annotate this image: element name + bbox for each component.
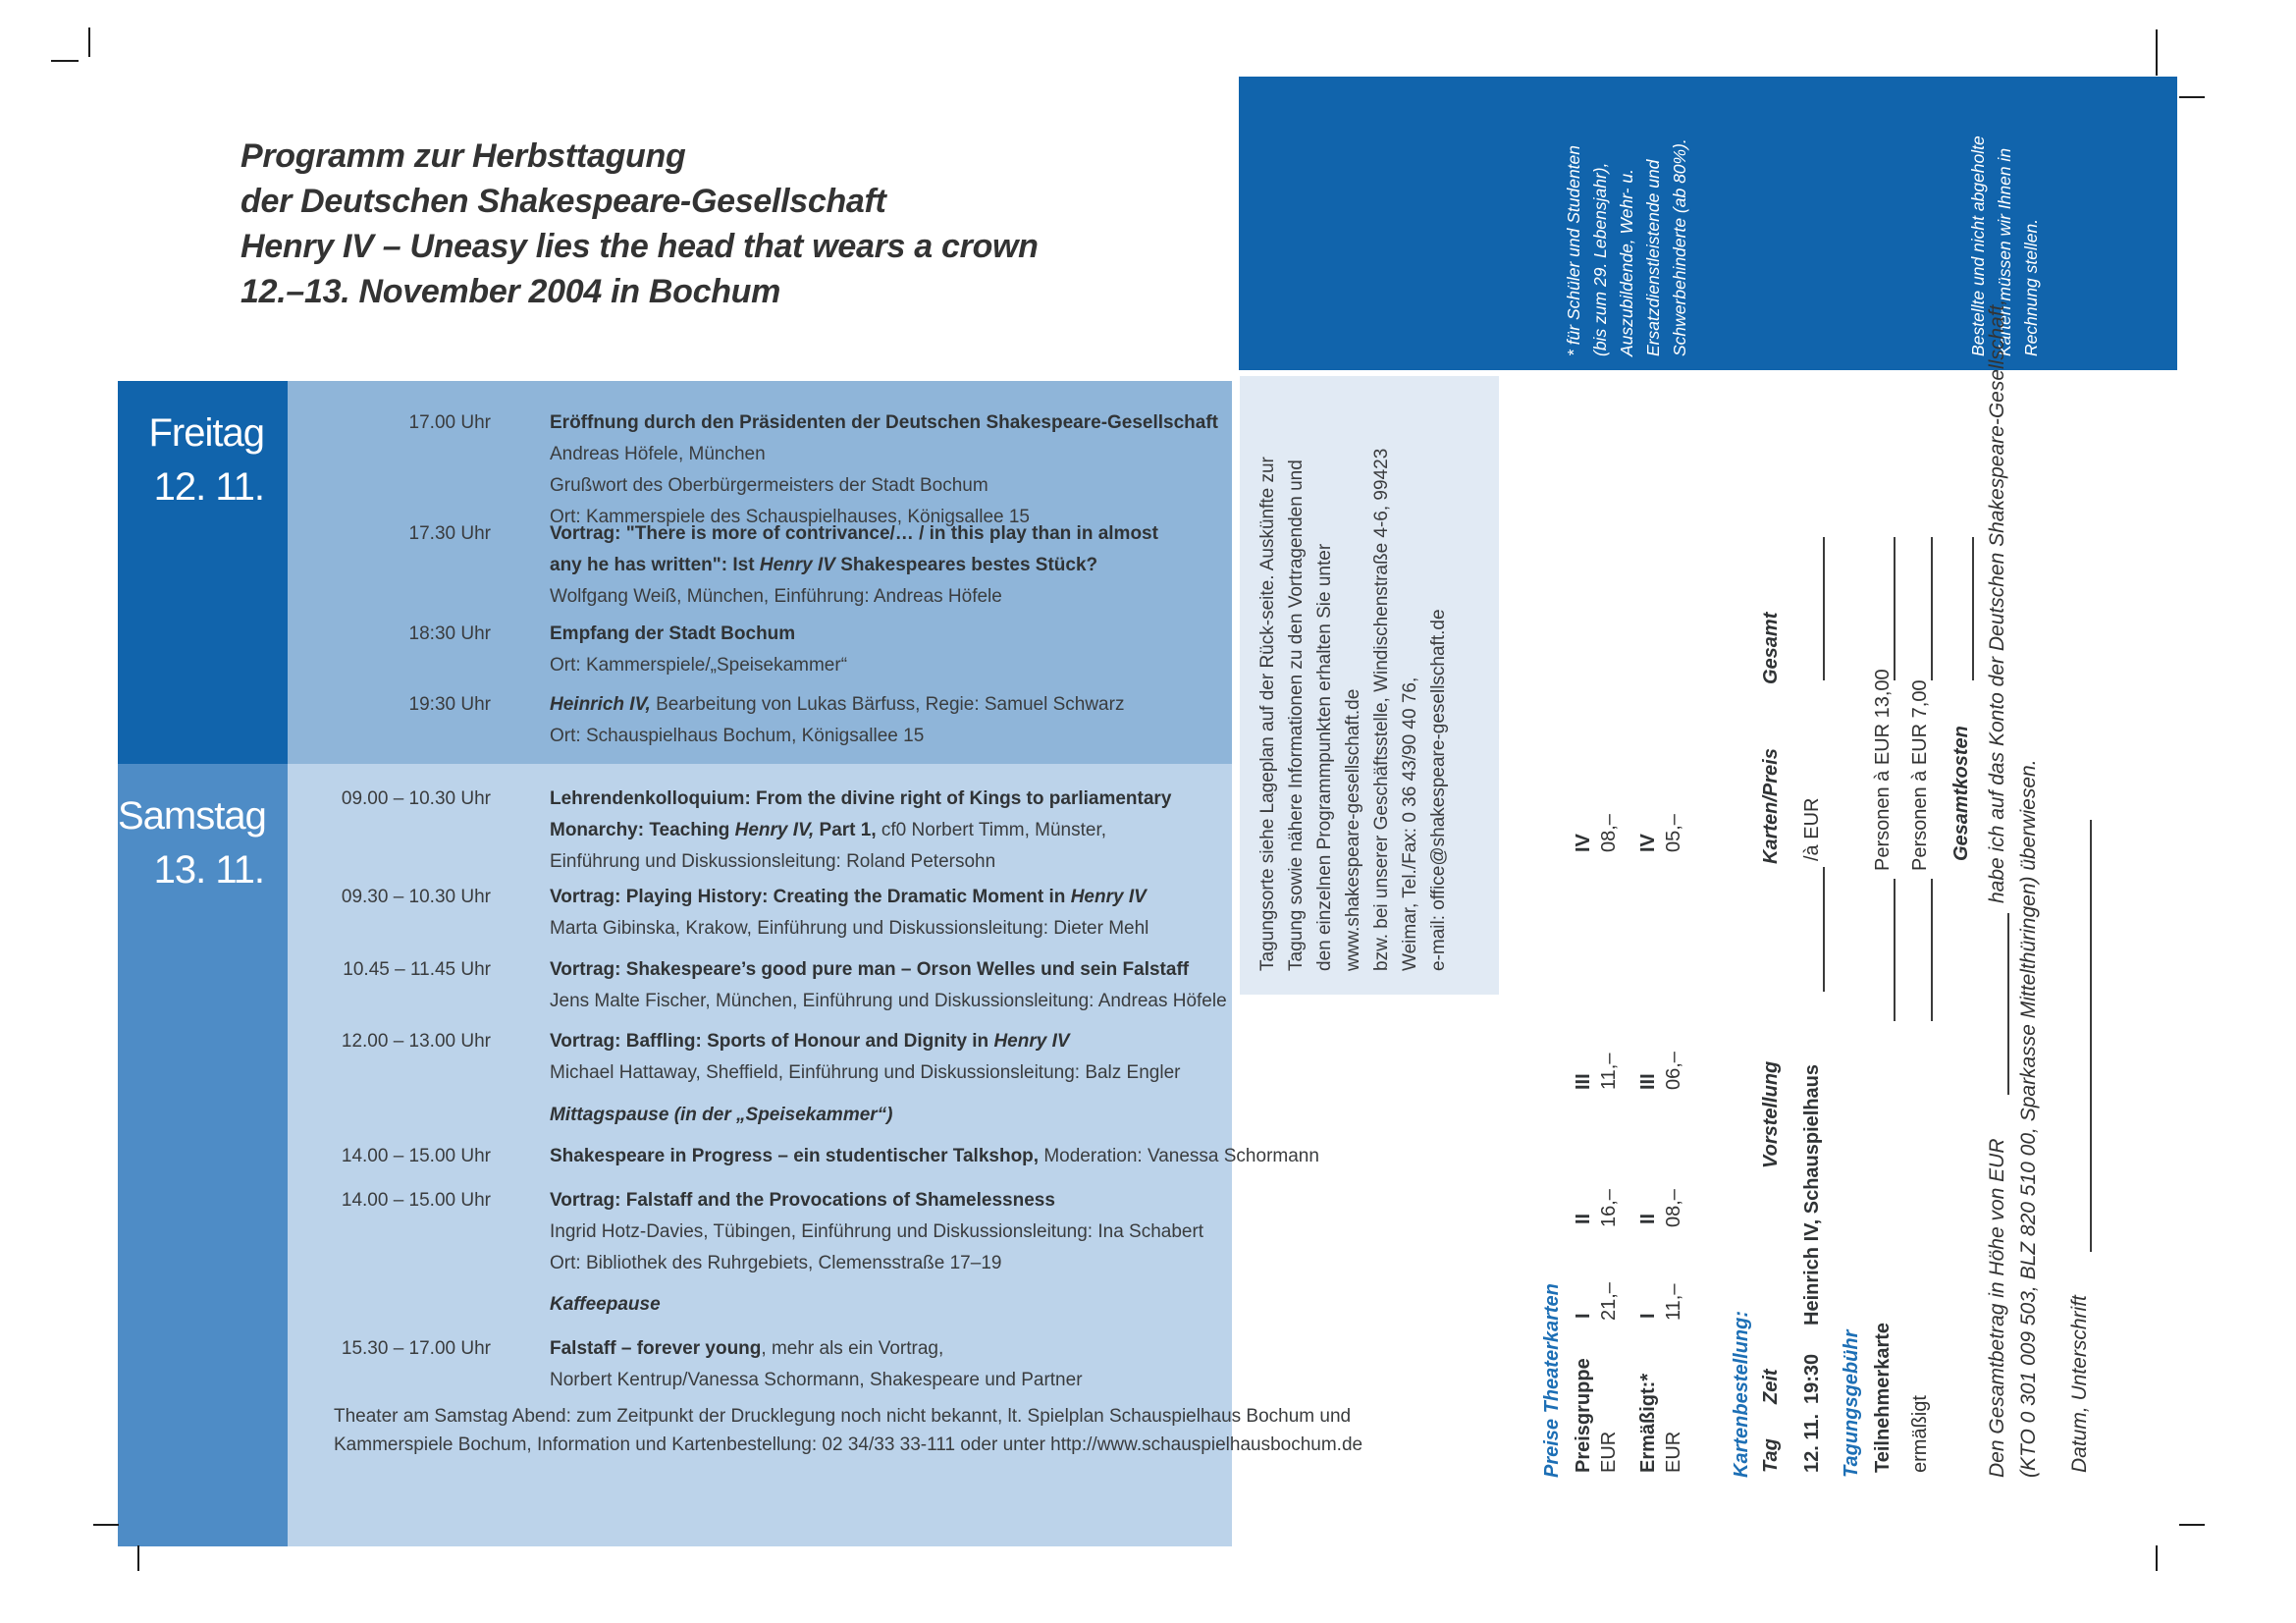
reduced-price-row — [1663, 349, 1690, 1488]
day-name: Samstag — [118, 794, 266, 838]
event-line — [550, 550, 1232, 581]
text-run: Bearbeitung von Lukas Bärfuss, Regie: Samuel Schwarz — [650, 694, 1125, 715]
event-line — [550, 1217, 1232, 1248]
price-group-row — [1573, 349, 1600, 1488]
text-run: Moderation: Vanessa Schormann — [1039, 1146, 1319, 1166]
text-run: Einführung und Diskussionsleitung: Roland Petersohn — [550, 851, 996, 872]
text-run: Empfang der Stadt Bochum — [550, 623, 796, 644]
text-run: Ort: Schauspielhaus Bochum, Königsallee 15 — [550, 726, 925, 746]
fee-row-1 — [1872, 349, 1899, 1488]
crop-mark — [93, 1524, 119, 1526]
event-line — [550, 1100, 1232, 1131]
total-fill-in-line — [1909, 537, 1933, 680]
payment-line-1 — [1986, 298, 2013, 1488]
event-time: 19:30 Uhr — [408, 694, 491, 715]
price-i: 11,– — [1663, 1283, 1684, 1321]
group-i: I — [1573, 1313, 1594, 1319]
event-line — [550, 407, 1232, 439]
event-line — [550, 581, 1232, 613]
event-line — [550, 1289, 1232, 1321]
event-description — [550, 1185, 1232, 1279]
event-line — [550, 1057, 1232, 1089]
order-values-row — [1801, 349, 1829, 1488]
group-iv: IV — [1637, 834, 1659, 852]
text-line: 12.–13. November 2004 in Bochum — [240, 273, 781, 310]
theater-evening-note — [334, 1402, 1363, 1459]
val-karten-mid: /à EUR — [1801, 797, 1823, 861]
text-run: Mittagspause (in der „Speisekammer“) — [550, 1105, 893, 1125]
val-zeit: 19:30 — [1801, 1353, 1823, 1404]
text-line: den einzelnen Programmpunkten erhalten Sie unter — [1314, 543, 1335, 971]
price-ii: 16,– — [1598, 1189, 1620, 1227]
event-line — [550, 619, 1232, 650]
event-line — [550, 1026, 1232, 1057]
reduced-group-row — [1637, 349, 1665, 1488]
text-run: Michael Hattaway, Sheffield, Einführung und Diskussionsleitung: Balz Engler — [550, 1062, 1181, 1083]
text-run: Heinrich IV, — [550, 694, 651, 715]
event-line — [550, 1141, 1319, 1172]
persons-fill-in-line — [1909, 879, 1933, 1021]
event-description — [550, 1333, 1232, 1396]
text-run: Andreas Höfele, München — [550, 444, 766, 464]
crop-mark — [2179, 1524, 2205, 1526]
event-time: 12.00 – 13.00 Uhr — [341, 1031, 491, 1052]
event-time: 15.30 – 17.00 Uhr — [341, 1338, 491, 1359]
discount-note-text — [1561, 77, 1698, 370]
program-title — [240, 134, 1039, 314]
prices-heading-line — [1541, 349, 1569, 1488]
text-line: Henry IV – Uneasy lies the head that wears a crown — [240, 228, 1039, 265]
text-run: Grußwort des Oberbürgermeisters der Stadt Bochum — [550, 475, 988, 496]
total-cost-row — [1950, 349, 1978, 1488]
event-line — [550, 882, 1232, 913]
text-run: Wolfgang Weiß, München, Einführung: Andreas Höfele — [550, 586, 1002, 607]
crop-mark — [88, 27, 90, 57]
group-iv: IV — [1573, 834, 1594, 852]
event-description — [550, 882, 1232, 945]
text-run: Ort: Kammerspiele des Schauspielhauses, Königsallee 15 — [550, 507, 1030, 527]
order-columns-row — [1760, 349, 1788, 1488]
text-line: bzw. bei unserer Geschäftsstelle, Windischenstraße 4-6, 99423 — [1371, 448, 1392, 971]
persons-fill-in-line — [1872, 879, 1896, 1021]
text-line: * für Schüler und Studenten — [1564, 144, 1583, 356]
text-run: Henry IV — [1070, 887, 1147, 907]
fee-row1-label: Teilnehmerkarte — [1872, 1322, 1894, 1473]
text-line: Schwerbehinderte (ab 80%). — [1670, 138, 1689, 356]
day-name: Freitag — [148, 411, 264, 455]
group-iii: III — [1637, 1073, 1659, 1090]
price-full-row — [1598, 349, 1626, 1488]
ticket-order-form — [1517, 298, 2106, 1488]
group-ii: II — [1637, 1213, 1659, 1224]
event-line — [550, 784, 1232, 815]
text-run: Ort: Bibliothek des Ruhrgebiets, Clemensstraße 17–19 — [550, 1253, 1002, 1273]
text-run: Norbert Kentrup/Vanessa Schormann, Shakespeare und Partner — [550, 1370, 1083, 1390]
fee-heading: Tagungsgebühr — [1841, 1329, 1862, 1478]
event-description — [550, 1289, 1232, 1321]
col-karten-preis: Karten/Preis — [1760, 748, 1782, 864]
text-run: Part 1, — [814, 820, 877, 840]
text-run: Vortrag: Playing History: Creating the Dramatic Moment in — [550, 887, 1071, 907]
event-time: 09.00 – 10.30 Uhr — [341, 788, 491, 809]
bank-details: (KTO 0 301 009 503, BLZ 820 510 00, Sparkasse Mittelthüringen) überwiesen. — [2017, 759, 2040, 1478]
total-cost-label: Gesamtkosten — [1950, 726, 1972, 861]
text-run: Vortrag: Baffling: Sports of Honour and Dignity in — [550, 1031, 994, 1052]
signature-fill-in-line — [2068, 820, 2092, 1252]
text-line: e-mail: office@shakespeare-gesellschaft.de — [1428, 609, 1449, 971]
order-heading-line — [1731, 349, 1758, 1488]
price-iii: 11,– — [1598, 1053, 1620, 1090]
event-line — [550, 913, 1232, 945]
text-line: der Deutschen Shakespeare-Gesellschaft — [240, 183, 886, 220]
crop-mark — [2156, 29, 2158, 76]
payment-text-a: Den Gesamtbetrag in Höhe von EUR — [1986, 1138, 2008, 1478]
text-line: Kammerspiele Bochum, Information und Kartenbestellung: 02 34/33 33-111 oder unter http://www.schauspielhausbochum.de — [334, 1434, 1363, 1455]
text-line: Tagung sowie nähere Informationen zu den Vortragenden und — [1286, 460, 1307, 971]
text-run: Ort: Kammerspiele/„Speisekammer“ — [550, 655, 848, 676]
col-gesamt: Gesamt — [1760, 612, 1782, 684]
currency-label: EUR — [1663, 1431, 1684, 1473]
text-run: Vortrag: Shakespeare’s good pure man – Orson Welles und sein Falstaff — [550, 959, 1190, 980]
ticket-count-fill-in-line — [1801, 867, 1825, 992]
text-run: Vortrag: "There is more of contrivance/… / in this play than in almost — [550, 523, 1158, 544]
event-line — [550, 815, 1232, 846]
text-line: Rechnung stellen. — [2021, 218, 2041, 356]
text-line: Programm zur Herbsttagung — [240, 137, 686, 175]
text-line: Tagungsorte siehe Lageplan auf der Rück-seite. Auskünfte zur — [1257, 457, 1278, 971]
event-line — [550, 650, 1232, 681]
val-vorstellung: Heinrich IV, Schauspielhaus — [1801, 1063, 1823, 1325]
event-description — [550, 689, 1232, 752]
signature-row — [2068, 349, 2096, 1488]
text-run: any he has written": Ist — [550, 555, 760, 575]
price-iii: 06,– — [1663, 1052, 1684, 1090]
event-line — [550, 439, 1232, 470]
conference-info-text — [1240, 376, 1499, 995]
total-fill-in-line — [1872, 537, 1896, 680]
fee-row2-label: ermäßigt — [1909, 1395, 1931, 1473]
conference-info-box — [1240, 376, 1499, 995]
event-time: 14.00 – 15.00 Uhr — [341, 1190, 491, 1211]
price-ii: 08,– — [1663, 1189, 1684, 1227]
event-time: 14.00 – 15.00 Uhr — [341, 1146, 491, 1166]
text-line: Ersatzdienstleistende und — [1643, 159, 1663, 356]
amount-fill-in-line — [1986, 913, 2009, 1095]
crop-mark — [2179, 96, 2205, 98]
event-description — [550, 1026, 1232, 1089]
val-tag: 12. 11. — [1801, 1413, 1823, 1473]
event-description — [550, 784, 1232, 878]
text-line: Bestellte und nicht abgeholte — [1968, 135, 1988, 356]
prices-heading: Preise Theaterkarten — [1541, 1283, 1563, 1478]
currency-label: EUR — [1598, 1431, 1620, 1473]
text-line: Theater am Samstag Abend: zum Zeitpunkt der Drucklegung noch nicht bekannt, lt. Spielplan Schauspielhaus Bochum und — [334, 1406, 1352, 1427]
text-run: Jens Malte Fischer, München, Einführung und Diskussionsleitung: Andreas Höfele — [550, 991, 1227, 1011]
price-iv: 05,– — [1663, 814, 1684, 852]
text-run: Shakespeares bestes Stück? — [834, 555, 1098, 575]
event-line — [550, 846, 1232, 878]
event-description — [550, 954, 1232, 1017]
event-line — [550, 470, 1232, 502]
text-line: Weimar, Tel./Fax: 0 36 43/90 40 76, — [1400, 676, 1420, 971]
crop-mark — [137, 1545, 139, 1571]
text-run: Marta Gibinska, Krakow, Einführung und Diskussionsleitung: Dieter Mehl — [550, 918, 1149, 939]
fee-heading-line — [1841, 349, 1868, 1488]
price-fill-in-line — [1801, 537, 1825, 680]
event-description — [550, 407, 1232, 533]
day-label-friday — [118, 381, 288, 764]
text-run: cf0 Norbert Timm, Münster, — [876, 820, 1107, 840]
top-blue-bar — [1239, 77, 2177, 370]
day-label-saturday — [118, 764, 288, 1546]
fee-row2-text: Personen à EUR 7,00 — [1909, 679, 1931, 871]
event-description — [550, 619, 1232, 681]
group-iii: III — [1573, 1073, 1594, 1090]
text-line: (bis zum 29. Lebensjahr), — [1590, 162, 1610, 356]
text-run: Henry IV, — [734, 820, 815, 840]
text-run: Kaffeepause — [550, 1294, 661, 1315]
day-date: 13. 11. — [153, 848, 264, 892]
event-line — [550, 1365, 1232, 1396]
signature-label: Datum, Unterschrift — [2068, 1295, 2091, 1473]
ticket-order-form-content — [1517, 298, 2106, 1488]
event-line — [550, 518, 1232, 550]
group-i: I — [1637, 1313, 1659, 1319]
day-date: 12. 11. — [153, 465, 264, 509]
text-line: Karten müssen wir Ihnen in — [1995, 147, 2014, 356]
text-run: Eröffnung durch den Präsidenten der Deutschen Shakespeare-Gesellschaft — [550, 412, 1219, 433]
event-description — [550, 1141, 1319, 1172]
payment-line-2 — [2017, 349, 2045, 1488]
text-run: Henry IV — [993, 1031, 1070, 1052]
text-run: , mehr als ein Vortrag, — [761, 1338, 944, 1359]
event-line — [550, 1333, 1232, 1365]
event-description — [550, 518, 1232, 613]
price-iv: 08,– — [1598, 814, 1620, 852]
col-vorstellung: Vorstellung — [1760, 1060, 1782, 1168]
event-time: 18:30 Uhr — [408, 623, 491, 644]
text-run: Falstaff – forever young — [550, 1338, 762, 1359]
event-time: 17.00 Uhr — [408, 412, 491, 433]
price-group-label: Preisgruppe — [1573, 1358, 1594, 1473]
total-cost-fill-in-line — [1950, 537, 1974, 680]
event-time: 17.30 Uhr — [408, 523, 491, 544]
text-run: Shakespeare in Progress – ein studentischer Talkshop, — [550, 1146, 1040, 1166]
event-time: 10.45 – 11.45 Uhr — [343, 959, 491, 980]
text-run: Vortrag: Falstaff and the Provocations of Shamelessness — [550, 1190, 1055, 1211]
fee-row-2 — [1909, 349, 1937, 1488]
event-line — [550, 1185, 1232, 1217]
discount-note — [1561, 77, 1698, 370]
reduced-label: Ermäßigt:* — [1637, 1373, 1659, 1473]
order-heading: Kartenbestellung: — [1731, 1310, 1752, 1478]
col-zeit: Zeit — [1760, 1369, 1782, 1404]
text-run: Monarchy: Teaching — [550, 820, 735, 840]
event-line — [550, 689, 1232, 721]
event-line — [550, 954, 1232, 986]
event-line — [550, 1248, 1232, 1279]
pickup-note — [1965, 77, 2054, 370]
text-run: Henry IV — [759, 555, 835, 575]
payment-text-b: habe ich auf das Konto der Deutschen Shakespeare-Gesellschaft, — [1986, 298, 2008, 903]
text-line: www.shakespeare-gesellschaft.de — [1343, 688, 1363, 971]
crop-mark — [2156, 1545, 2158, 1571]
event-line — [550, 721, 1232, 752]
text-run: Ingrid Hotz-Davies, Tübingen, Einführung und Diskussionsleitung: Ina Schabert — [550, 1221, 1204, 1242]
fee-row1-text: Personen à EUR 13,00 — [1872, 669, 1894, 871]
event-time: 09.30 – 10.30 Uhr — [341, 887, 491, 907]
crop-mark — [51, 60, 79, 62]
event-line — [550, 986, 1232, 1017]
text-line: Auszubildende, Wehr- u. — [1617, 169, 1636, 356]
text-run: Lehrendenkolloquium: From the divine right of Kings to parliamentary — [550, 788, 1172, 809]
group-ii: II — [1573, 1213, 1594, 1224]
col-tag: Tag — [1760, 1438, 1782, 1473]
event-description — [550, 1100, 1232, 1131]
price-i: 21,– — [1598, 1282, 1620, 1321]
